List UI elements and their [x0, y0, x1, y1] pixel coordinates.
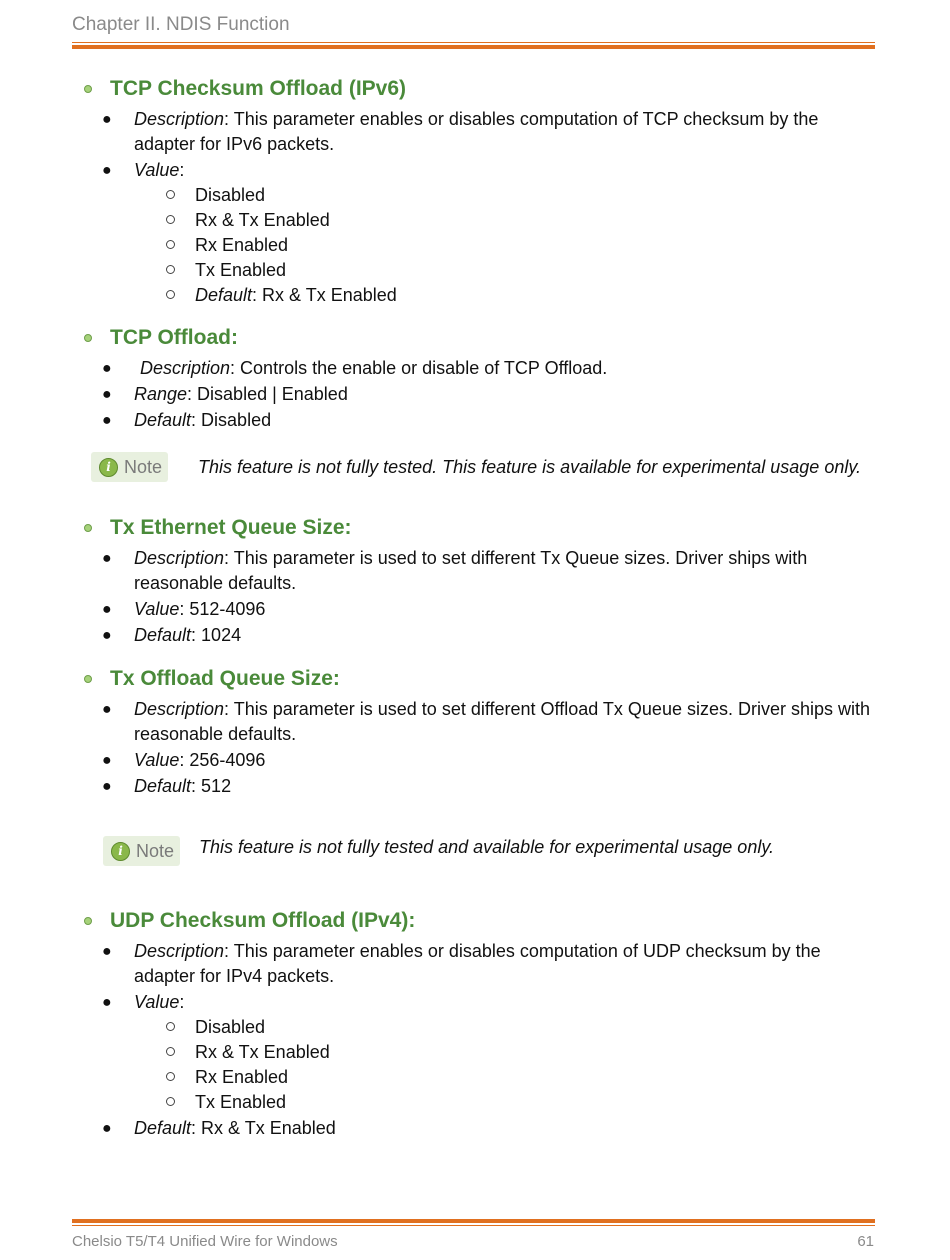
list-item-default: ● Default: 512 [84, 774, 874, 799]
circle-bullet-icon [166, 1022, 175, 1031]
list-item-description: ● Description: This parameter is used to set different Tx Queue sizes. Driver ships with reasonable defaults. [102, 548, 808, 593]
sub-item-option: Rx Enabled [84, 1065, 874, 1090]
footer-rule-thick [72, 1219, 875, 1223]
bullet-icon: ● [102, 412, 112, 429]
circle-bullet-icon [166, 1072, 175, 1081]
bullet-icon: ● [102, 943, 112, 960]
section-bullet-icon [84, 917, 92, 925]
bullet-icon: ● [102, 601, 112, 618]
circle-bullet-icon [166, 215, 175, 224]
list-item-description: ● Description: Controls the enable or disable of TCP Offload. [84, 356, 874, 381]
sub-item-option: Disabled [84, 183, 874, 208]
section-title: UDP Checksum Offload (IPv4): [110, 909, 416, 932]
footer-doc-title: Chelsio T5/T4 Unified Wire for Windows [72, 1233, 338, 1250]
sub-item-default: Default: Rx & Tx Enabled [84, 283, 874, 308]
bullet-icon: ● [102, 111, 112, 128]
bullet-icon: ● [102, 778, 112, 795]
page-number: 61 [857, 1233, 874, 1250]
list-item-description: ● Description: This parameter is used to set different Offload Tx Queue sizes. Driver ships with reasonable defaults. [102, 699, 871, 744]
bullet-icon: ● [102, 701, 112, 718]
section-bullet-icon [84, 524, 92, 532]
sub-item-option: Rx & Tx Enabled [84, 1040, 874, 1065]
list-item-value: ● Value: [84, 990, 874, 1015]
section-bullet-icon [84, 334, 92, 342]
bullet-icon: ● [102, 752, 112, 769]
list-item-range: ● Range: Disabled | Enabled [84, 382, 874, 407]
note-badge: i Note [91, 452, 168, 482]
header-rule-thin [72, 42, 875, 43]
list-item-value: ● Value: [84, 158, 874, 183]
circle-bullet-icon [166, 1097, 175, 1106]
list-item-description: ● Description: This parameter enables or disables computation of UDP checksum by the adapter for IPv4 packets. [102, 941, 821, 986]
section-tcp-offload [84, 326, 874, 433]
section-title: Tx Ethernet Queue Size: [110, 516, 352, 539]
list-item-default: ● Default: Disabled [84, 408, 874, 433]
sub-item-option: Tx Enabled [84, 1090, 874, 1115]
header-rule-thick [72, 45, 875, 49]
info-icon: i [99, 458, 118, 477]
note-badge: i Note [103, 836, 180, 866]
section-bullet-icon [84, 675, 92, 683]
bullet-icon: ● [102, 550, 112, 567]
section-bullet-icon [84, 85, 92, 93]
list-item-default: ● Default: Rx & Tx Enabled [84, 1116, 874, 1141]
section-tx-ethernet-queue [84, 516, 874, 648]
section-tx-offload-queue [84, 667, 874, 799]
section-title: TCP Offload: [110, 326, 238, 349]
sub-item-option: Tx Enabled [84, 258, 874, 283]
circle-bullet-icon [166, 190, 175, 199]
circle-bullet-icon [166, 265, 175, 274]
note-text: This feature is not fully tested and available for experimental usage only. [199, 837, 774, 857]
sub-item-option: Rx & Tx Enabled [84, 208, 874, 233]
footer-rule-thin [72, 1225, 875, 1226]
section-tcp-checksum-ipv6 [84, 77, 874, 308]
bullet-icon: ● [102, 162, 112, 179]
sub-item-option: Disabled [84, 1015, 874, 1040]
bullet-icon: ● [102, 1120, 112, 1137]
list-item-value: ● Value: 512-4096 [84, 597, 874, 622]
circle-bullet-icon [166, 290, 175, 299]
bullet-icon: ● [102, 360, 112, 377]
info-icon: i [111, 842, 130, 861]
sub-item-option: Rx Enabled [84, 233, 874, 258]
circle-bullet-icon [166, 240, 175, 249]
list-item-default: ● Default: 1024 [84, 623, 874, 648]
circle-bullet-icon [166, 1047, 175, 1056]
list-item-value: ● Value: 256-4096 [84, 748, 874, 773]
section-title: TCP Checksum Offload (IPv6) [110, 77, 407, 100]
bullet-icon: ● [102, 627, 112, 644]
section-title: Tx Offload Queue Size: [110, 667, 340, 690]
chapter-title: Chapter II. NDIS Function [72, 14, 290, 35]
bullet-icon: ● [102, 386, 112, 403]
note-text: This feature is not fully tested. This feature is available for experimental usage only. [198, 457, 862, 477]
bullet-icon: ● [102, 994, 112, 1011]
section-udp-checksum-ipv4 [84, 909, 874, 1141]
list-item-description: ● Description: This parameter enables or disables computation of TCP checksum by the adapter for IPv6 packets. [102, 109, 819, 154]
